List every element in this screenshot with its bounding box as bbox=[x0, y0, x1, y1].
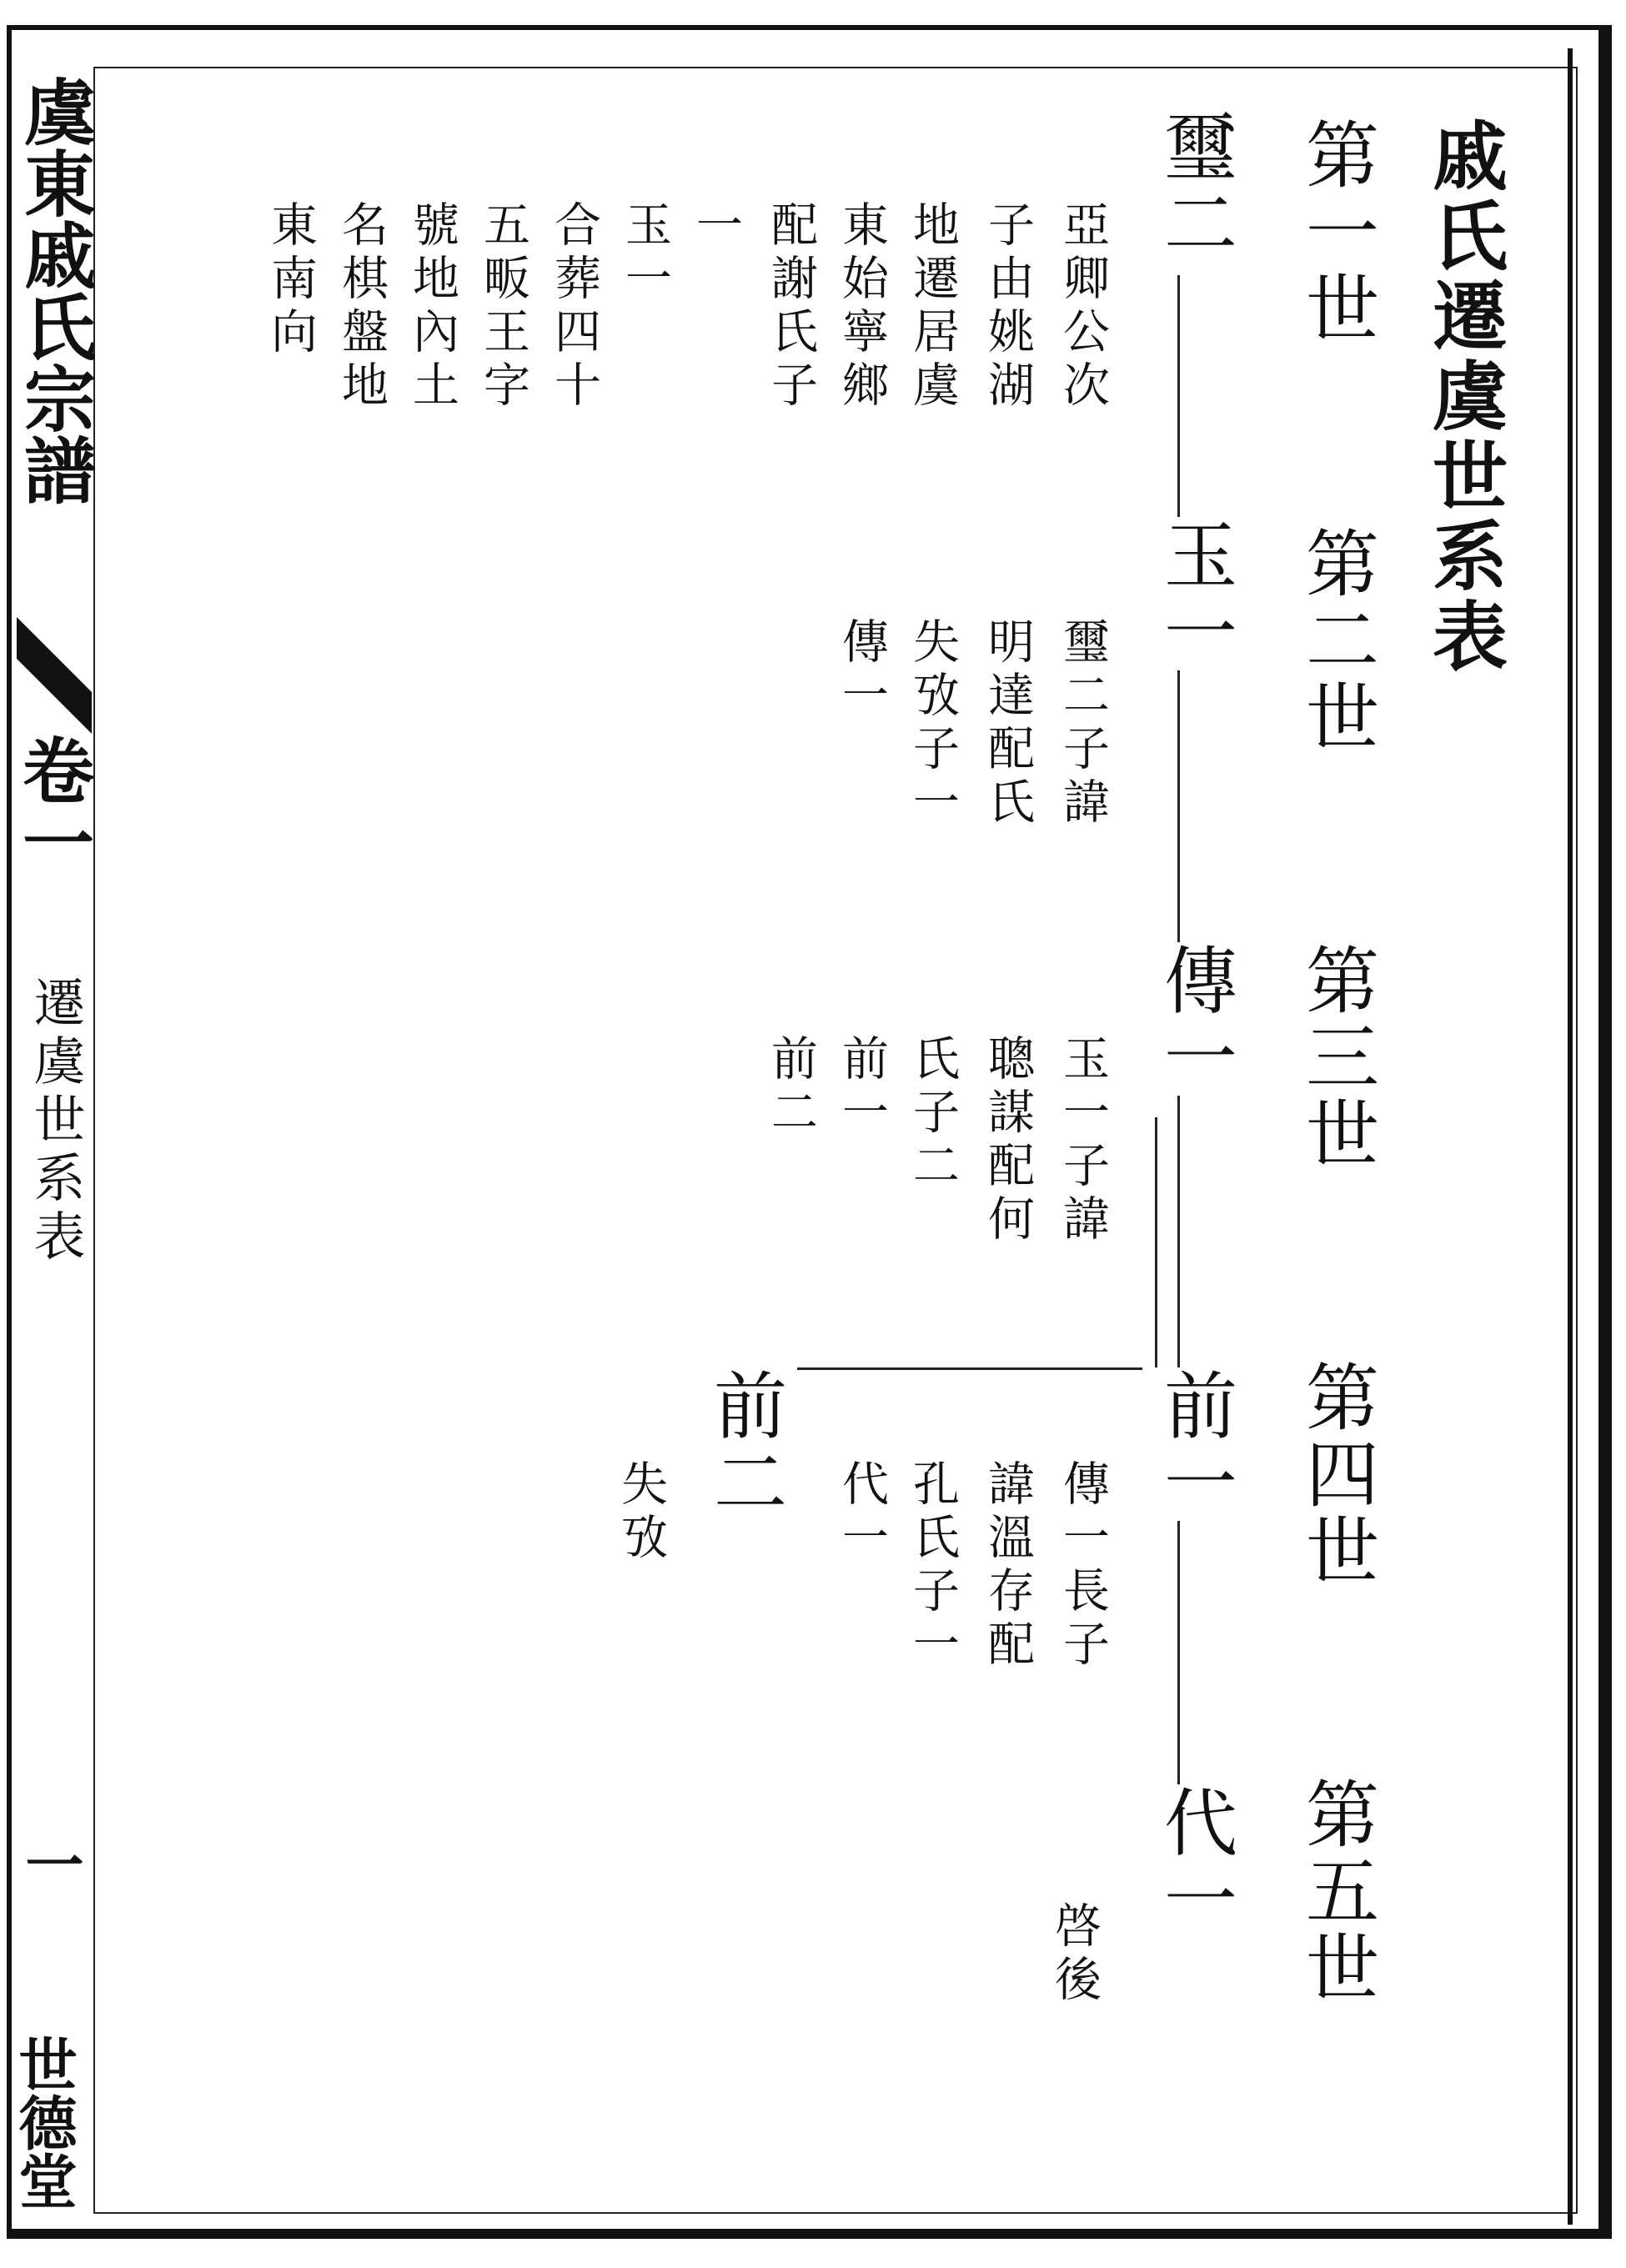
person-name-gen2: 玉一 bbox=[1142, 517, 1247, 670]
person-note-gen4a-4: 代一 bbox=[835, 1459, 889, 1566]
generation-header-1: 第一世 bbox=[1294, 117, 1380, 347]
person-note-gen1-9: 五畈王字 bbox=[476, 200, 530, 414]
person-note-gen1-2: 子由姚湖 bbox=[981, 200, 1035, 414]
person-note-gen1-11: 名棋盤地 bbox=[334, 200, 389, 414]
person-note-gen3-3: 氏子二 bbox=[906, 1034, 960, 1194]
margin-volume: 卷一 bbox=[10, 734, 94, 877]
right-border-rule bbox=[1568, 48, 1573, 2225]
person-note-gen1-1: 亞卿公次 bbox=[1056, 200, 1110, 414]
margin-rule bbox=[93, 917, 95, 2168]
person-name-gen1: 璽二 bbox=[1142, 108, 1247, 262]
person-note-gen2-2: 明達配氏 bbox=[981, 617, 1035, 830]
person-note-gen3-2: 聰謀配何 bbox=[981, 1034, 1035, 1247]
person-name-gen4a: 前一 bbox=[1142, 1367, 1247, 1521]
person-note-gen2-1: 璽二子諱 bbox=[1056, 617, 1110, 830]
generation-header-2: 第二世 bbox=[1294, 525, 1380, 755]
person-note-gen1-8: 合葬四十 bbox=[547, 200, 601, 414]
person-note-gen5-1: 啓後 bbox=[1047, 1901, 1102, 2008]
margin-book-title: 虞東戚氏宗譜 bbox=[12, 75, 96, 505]
generation-header-3: 第三世 bbox=[1294, 942, 1380, 1172]
person-name-gen5: 代一 bbox=[1142, 1784, 1247, 1938]
person-note-gen4a-3: 孔氏子一 bbox=[906, 1459, 960, 1673]
person-name-gen3: 傳一 bbox=[1142, 942, 1247, 1096]
page-title: 戚氏遷虞世系表 bbox=[1419, 117, 1508, 677]
person-note-gen3-5: 前二 bbox=[764, 1034, 818, 1141]
person-note-gen1-4: 東始寧鄉 bbox=[835, 200, 889, 414]
margin-folio: 一 bbox=[16, 1834, 85, 1893]
person-name-gen4b: 前二 bbox=[692, 1367, 797, 1521]
person-note-gen3-4: 前一 bbox=[835, 1034, 889, 1141]
person-note-gen4b-1: 失攷 bbox=[614, 1459, 668, 1566]
margin-hall-name: 世德堂 bbox=[9, 2035, 78, 2210]
person-note-gen1-7: 玉一 bbox=[618, 200, 672, 307]
generation-header-5: 第五世 bbox=[1294, 1776, 1380, 2006]
person-note-gen2-3: 失攷子一 bbox=[906, 617, 960, 830]
lineage-line-branch-drop bbox=[1155, 1117, 1157, 1367]
person-note-gen3-1: 玉一子諱 bbox=[1056, 1034, 1110, 1247]
generation-header-4: 第四世 bbox=[1294, 1359, 1380, 1589]
person-note-gen1-10: 號地內土 bbox=[405, 200, 459, 414]
person-note-gen1-5: 配謝氏子 bbox=[764, 200, 818, 414]
person-note-gen1-6: 一 bbox=[689, 200, 743, 253]
person-note-gen1-12: 東南向 bbox=[263, 200, 318, 360]
fishtail-mark-icon bbox=[17, 617, 92, 734]
person-note-gen4a-1: 傳一長子 bbox=[1056, 1459, 1110, 1673]
person-note-gen2-4: 傳一 bbox=[835, 617, 889, 724]
person-note-gen1-3: 地遷居虞 bbox=[906, 200, 960, 414]
margin-section: 遷虞世系表 bbox=[25, 976, 86, 1267]
person-note-gen4a-2: 諱溫存配 bbox=[981, 1459, 1035, 1673]
